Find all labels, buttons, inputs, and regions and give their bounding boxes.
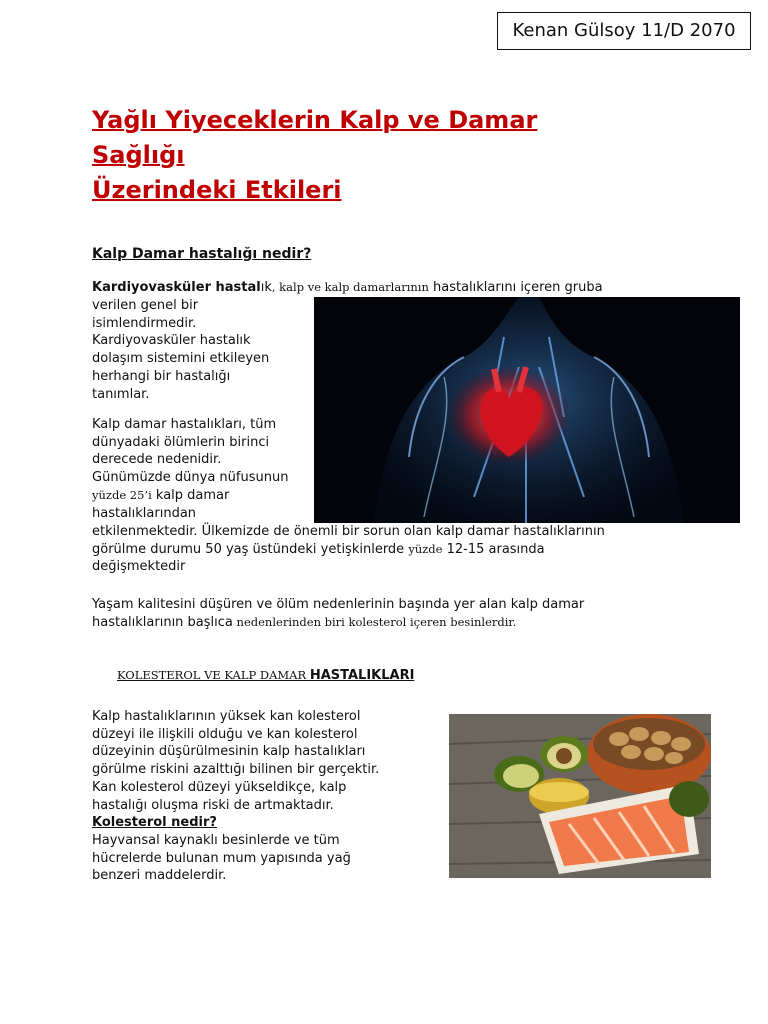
text-line: derecede nedenidir. [92,452,222,468]
text-fragment: 12-15 arasında [442,541,545,557]
text-line: değişmektedir [92,559,186,575]
author-box: Kenan Gülsoy 11/D 2070 [497,12,751,50]
text-line: dünyadaki ölümlerin birinci [92,434,270,450]
circulatory-system-image [314,297,740,523]
paragraph-intro-column [92,297,307,403]
text-line: tanımlar. [92,386,150,402]
food-illustration [449,714,711,878]
paragraph-cholesterol [92,708,442,885]
text-line [92,614,732,632]
text-line: Kan kolesterol düzeyi yükseldikçe, kalp [92,779,347,795]
text-line: Hayvansal kaynaklı besinlerde ve tüm [92,832,340,848]
text-line: düzeyinin düşürülmesinin kalp hastalıkları [92,744,366,760]
text-line: Kalp hastalıklarının yüksek kan kolesterol [92,709,361,724]
heading-bold-part: HASTALIKLARI [309,668,415,683]
text-line: herhangi bir hastalığı [92,368,231,384]
text-line: Günümüzde dünya nüfusunun [92,470,289,486]
text-fragment: görülme durumu 50 yaş üstündeki yetişkinlerde [92,541,409,557]
intro-bold-term: Kardiyovasküler hastal [92,280,261,295]
paragraph-statistics-column [92,416,307,522]
text-line: benzeri maddelerdir. [92,868,227,884]
text-line: Kardiyovasküler hastalık [92,333,251,349]
text-line: etkilenmektedir. Ülkemizde de önemli bir sorun olan kalp damar hastalıklarının [92,524,605,539]
intro-serif-text: , kalp ve kalp damarlarının [271,280,429,294]
text-line: hastalıklarından [92,505,197,521]
subheading-what-is-cholesterol: Kolesterol nedir? [92,815,217,831]
text-line: düzeyi ile ilişkili olduğu ve kan kolesterol [92,726,358,742]
section-heading-cholesterol [117,668,414,683]
paragraph-quality-of-life [92,596,732,631]
text-line: görülme riskini azalttığı bilinen bir gerçektir. [92,762,380,778]
intro-rest-text: hastalıklarını içeren gruba [428,280,603,295]
intro-bold-term-suffix: ık [260,280,272,295]
paragraph-statistics-full [92,523,712,576]
serif-text: yüzde 25’i [92,487,152,502]
text-line: isimlendirmedir. [92,315,197,331]
text-line: hücrelerde bulunan mum yapısında yağ [92,850,351,866]
section-heading-heart-disease: Kalp Damar hastalığı nedir? [92,246,312,262]
serif-text: nedenlerinden biri kolesterol içeren besinlerdir. [232,614,517,629]
text-line: hastalığı oluşma riski de artmaktadır. [92,797,334,813]
title-line-3: Üzerindeki Etkileri [92,176,342,204]
title-line-1: Yağlı Yiyeceklerin Kalp ve Damar [92,106,538,134]
text-line: dolaşım sistemini etkileyen [92,351,270,367]
text-fragment: kalp damar [151,487,230,503]
circulatory-system-illustration [314,297,740,523]
paragraph-intro-line [92,279,692,297]
healthy-fats-food-image [449,714,711,878]
heading-serif-part: KOLESTEROL VE KALP DAMAR [117,668,310,682]
text-line: verilen genel bir [92,298,199,313]
text-line: Yaşam kalitesini düşüren ve ölüm nedenlerinin başında yer alan kalp damar [92,597,585,612]
text-line [92,541,712,559]
text-line [92,487,307,505]
text-fragment: hastalıklarının başlıca [92,614,233,630]
title-line-2: Sağlığı [92,141,185,169]
page-title [92,103,692,208]
text-line: Kalp damar hastalıkları, tüm [92,417,277,432]
serif-text: yüzde [408,541,443,556]
